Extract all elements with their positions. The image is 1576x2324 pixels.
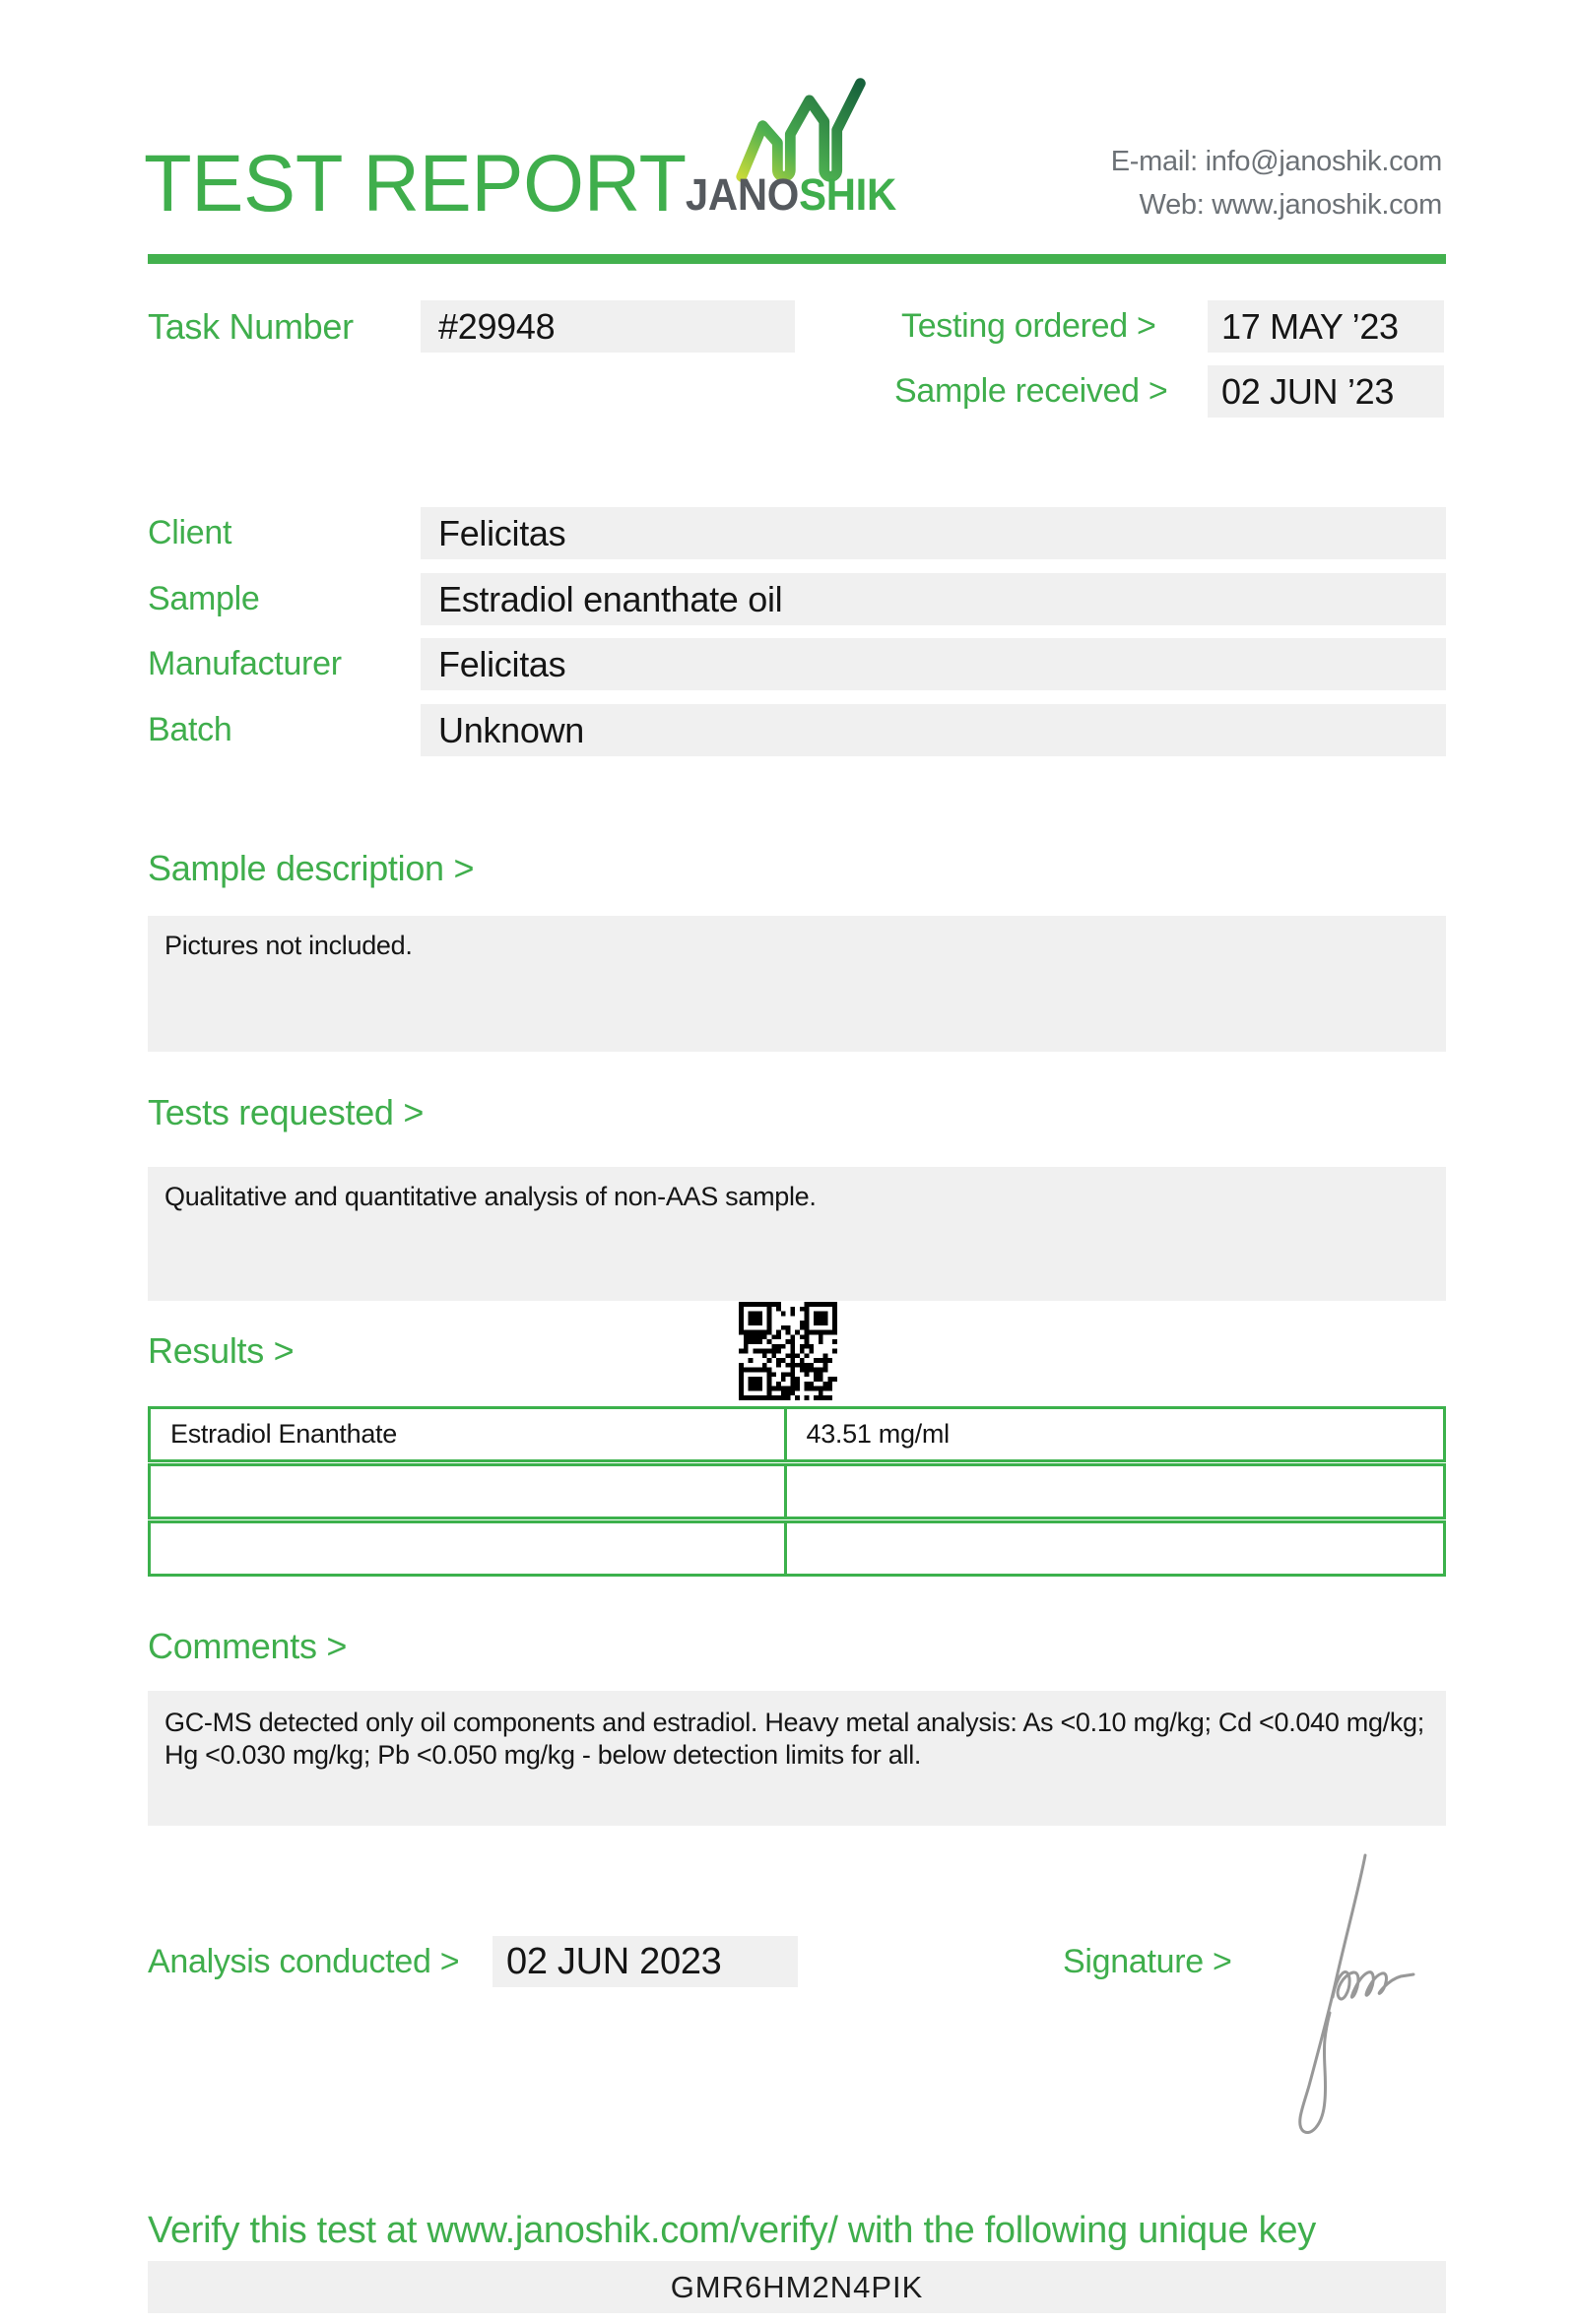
sample-description-heading: Sample description > <box>148 848 475 888</box>
testing-ordered-label: Testing ordered > <box>901 307 1156 345</box>
contact-email: E-mail: info@janoshik.com <box>1110 146 1442 177</box>
sample-received-label: Sample received > <box>894 372 1168 410</box>
batch-label: Batch <box>148 711 232 748</box>
verify-instructions: Verify this test at www.janoshik.com/verify/ with the following unique key <box>148 2210 1316 2251</box>
sample-value: Estradiol enanthate oil <box>421 573 1446 625</box>
task-number-label: Task Number <box>148 306 354 347</box>
signature-label: Signature > <box>1063 1943 1232 1980</box>
contact-web: Web: www.janoshik.com <box>1139 189 1442 221</box>
janoshik-logo-icon <box>731 75 869 173</box>
client-label: Client <box>148 514 232 551</box>
result-row-1 <box>148 1406 1446 1462</box>
signature-image <box>1279 1847 1421 2138</box>
result-analyte: Estradiol Enanthate <box>151 1409 787 1459</box>
sample-label: Sample <box>148 580 260 617</box>
client-value: Felicitas <box>421 507 1446 559</box>
analysis-conducted-label: Analysis conducted > <box>148 1943 460 1980</box>
contact-block <box>1111 140 1442 226</box>
batch-value: Unknown <box>421 704 1446 756</box>
task-number-value: #29948 <box>421 300 795 353</box>
unique-key-value: GMR6HM2N4PIK <box>148 2261 1446 2313</box>
logo-text-secondary: SHIK <box>799 169 896 220</box>
result-value <box>787 1466 1444 1517</box>
manufacturer-label: Manufacturer <box>148 645 342 682</box>
logo-text-primary: JANO <box>685 169 800 220</box>
page-title: TEST REPORT <box>144 139 687 228</box>
manufacturer-value: Felicitas <box>421 638 1446 690</box>
tests-requested-body: Qualitative and quantitative analysis of non-AAS sample. <box>148 1167 1446 1301</box>
results-heading: Results > <box>148 1330 295 1371</box>
qr-code <box>739 1302 837 1400</box>
sample-description-body: Pictures not included. <box>148 916 1446 1052</box>
result-row-3 <box>148 1520 1446 1577</box>
result-value: 43.51 mg/ml <box>806 1419 950 1449</box>
tests-requested-heading: Tests requested > <box>148 1092 425 1132</box>
result-row-2 <box>148 1463 1446 1519</box>
analysis-conducted-value: 02 JUN 2023 <box>492 1936 798 1987</box>
testing-ordered-value: 17 MAY ’23 <box>1208 300 1444 353</box>
comments-body: GC-MS detected only oil components and estradiol. Heavy metal analysis: As <0.10 mg/kg; Cd <0.040 mg/kg; Hg <0.030 mg/kg; Pb <0.050 mg/kg - below detection limits for all. <box>148 1691 1446 1826</box>
result-analyte <box>151 1523 787 1574</box>
result-analyte <box>151 1466 787 1517</box>
comments-heading: Comments > <box>148 1626 348 1666</box>
header-divider <box>148 254 1446 264</box>
janoshik-logo-wordmark <box>685 169 896 221</box>
sample-received-value: 02 JUN ’23 <box>1208 365 1444 418</box>
result-value <box>787 1523 1444 1574</box>
